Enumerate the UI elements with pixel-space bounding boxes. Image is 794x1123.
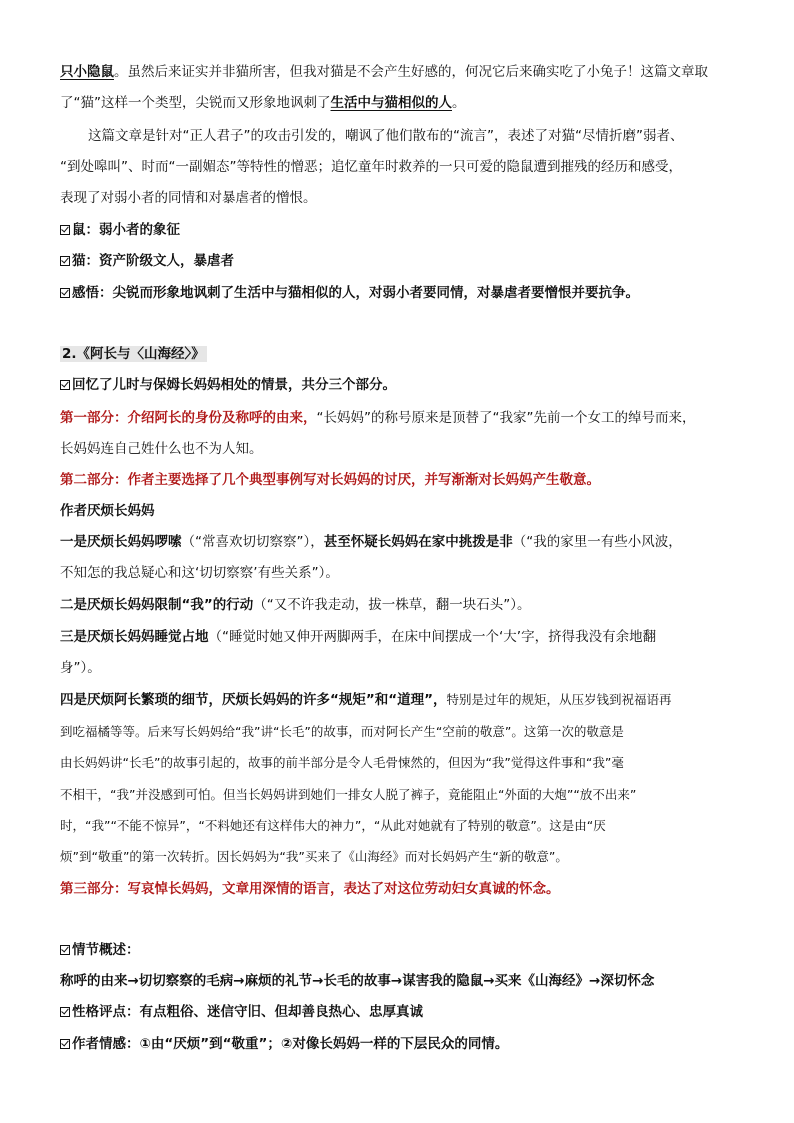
dislike-four-line-3: 由长妈妈讲“长毛”的故事引起的，故事的前半部分是令人毛骨悚然的，但因为“我”觉得这件事和“我”毫 <box>60 755 624 770</box>
part1-line-1: 第一部分：介绍阿长的身份及称呼的由来，“长妈妈”的称号原来是顶替了“我家”先前一个女工的绰号而来， <box>60 410 696 426</box>
dislike-four-line-4: 不相干，“我”并没感到可怕。但当长妈妈讲到她们一排女人脱了裤子，竟能阻止“外面的大炮”“放不出来” <box>60 787 637 802</box>
part2-heading: 第二部分：作者主要选择了几个典型事例写对长妈妈的讨厌，并写渐渐对长妈妈产生敬意。 <box>60 472 600 488</box>
plot-title: 情节概述： <box>60 940 140 960</box>
plot-chain: 称呼的由来→切切察察的毛病→麻烦的礼节→长毛的故事→谋害我的隐鼠→买来《山海经》→深切怀念 <box>60 973 655 989</box>
dislike-four-line-6: 烦”到“敬重”的第一次转折。因长妈妈为“我”买来了《山海经》而对长妈妈产生“新的敬意”。 <box>60 849 568 864</box>
checkbox-icon <box>60 225 70 235</box>
checkbox-icon <box>60 288 70 298</box>
intro-line-1: 只小隐鼠。虽然后来证实并非猫所害，但我对猫是不会产生好感的，何况它后来确实吃了小兔子！这篇文章取 <box>60 64 708 80</box>
point-mouse: 鼠：弱小者的象征 <box>60 220 180 240</box>
dislike-two: 二是厌烦长妈妈限制“我”的行动（“又不许我走动，拔一株草，翻一块石头”）。 <box>60 597 531 613</box>
dislike-four-line-1: 四是厌烦阿长繁琐的细节，厌烦长妈妈的许多“规矩”和“道理”，特别是过年的规矩，从压岁钱到祝福语再 <box>60 692 672 708</box>
checkbox-icon <box>60 1007 70 1017</box>
point-cat: 猫：资产阶级文人，暴虐者 <box>60 251 234 271</box>
intro-highlight-yinshu: 只小隐鼠 <box>60 64 114 80</box>
intro-para2-line-2: “到处嗥叫”、时而“一副媚态”等特性的憎恶；追忆童年时救养的一只可爱的隐鼠遭到摧残的经历和感受， <box>60 159 682 175</box>
intro-line-2: 了“猫”这样一个类型，尖锐而又形象地讽刺了生活中与猫相似的人。 <box>60 95 466 111</box>
part1-line-2: 长妈妈连自己姓什么也不为人知。 <box>60 441 263 457</box>
point-insight: 感悟：尖锐而形象地讽刺了生活中与猫相似的人，对弱小者要同情，对暴虐者要憎恨并要抗争。 <box>60 283 639 303</box>
intro-para2-line-1: 这篇文章是针对“正人君子”的攻击引发的，嘲讽了他们散布的“流言”，表述了对猫“尽情折磨”弱者、 <box>88 128 684 144</box>
plot-traits: 性格评点：有点粗俗、迷信守旧、但却善良热心、忠厚真诚 <box>60 1002 423 1022</box>
intro-para2-line-3: 表现了对弱小者的同情和对暴虐者的憎恨。 <box>60 190 317 206</box>
dislike-one-line-1: 一是厌烦长妈妈啰嗦（“常喜欢切切察察”），甚至怀疑长妈妈在家中挑拨是非（“我的家里一有些小风波， <box>60 534 682 550</box>
dislike-title: 作者厌烦长妈妈 <box>60 503 155 519</box>
checkbox-icon <box>60 256 70 266</box>
part1-heading: 第一部分：介绍阿长的身份及称呼的由来， <box>60 410 317 426</box>
dislike-three-line-1: 三是厌烦长妈妈睡觉占地（“睡觉时她又伸开两脚两手，在床中间摆成一个‘大’字，挤得我没有余地翻 <box>60 629 657 645</box>
dislike-one-line-2: 不知怎的我总疑心和这‘切切察察’有些关系”）。 <box>60 565 339 581</box>
checkbox-icon <box>60 1039 70 1049</box>
part3-heading: 第三部分：写哀悼长妈妈，文章用深情的语言，表达了对这位劳动妇女真诚的怀念。 <box>60 881 560 897</box>
checkbox-icon <box>60 945 70 955</box>
checkbox-icon <box>60 380 70 390</box>
intro-highlight-people: 生活中与猫相似的人 <box>330 95 452 111</box>
dislike-four-line-5: 时，“我”“不能不惊异”，“不料她还有这样伟大的神力”，“从此对她就有了特别的敬意”。这是由“厌 <box>60 818 606 833</box>
section-summary: 回忆了儿时与保姆长妈妈相处的情景，共分三个部分。 <box>60 375 396 395</box>
plot-emotion: 作者情感：①由“厌烦”到“敬重”；②对像长妈妈一样的下层民众的同情。 <box>60 1034 508 1054</box>
dislike-four-line-2: 到吃福橘等等。后来写长妈妈给“我”讲“长毛”的故事，而对阿长产生“空前的敬意”。这第一次的敬意是 <box>60 724 624 739</box>
section-title: 2.《阿长与〈山海经〉》 <box>62 346 205 362</box>
dislike-three-line-2: 身”）。 <box>60 660 101 676</box>
